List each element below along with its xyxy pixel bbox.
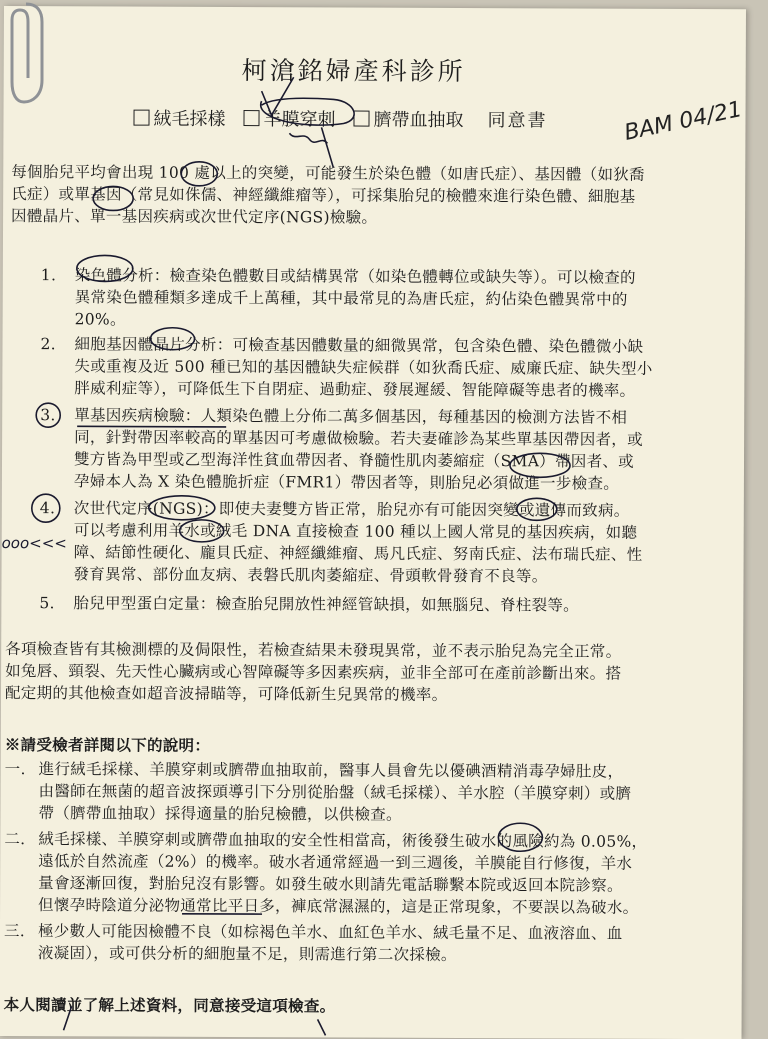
text-line: 胖威利症等），可降低生下自閉症、過動症、發展遲緩、智能障礙等患者的機率。 bbox=[74, 377, 652, 402]
item-4 bbox=[39, 497, 642, 588]
item-1 bbox=[41, 264, 636, 333]
item-3 bbox=[40, 404, 643, 495]
text-line: 液凝固），或可供分析的細胞量不足，則需進行第二次採檢。 bbox=[38, 942, 623, 967]
item-5 bbox=[39, 592, 579, 616]
option-cordocentesis[interactable] bbox=[353, 106, 463, 132]
notice-1 bbox=[4, 758, 631, 827]
notice-2 bbox=[4, 828, 647, 919]
scribble-mark bbox=[289, 133, 327, 143]
pen-stroke bbox=[318, 1019, 326, 1035]
text-line: 單基因疾病檢驗：人類染色體上分佈二萬多個基因，每種基因的檢測方法皆不相 bbox=[74, 404, 643, 428]
text-line: 由醫師在無菌的超音波探頭導引下分別從胎盤（絨毛採樣）、羊水腔（羊膜穿刺）或臍 bbox=[39, 780, 632, 805]
text-line: 但懷孕時陰道分泌物通常比平日多，褲底常濕濕的，這是正常現象，不要誤以為破水。 bbox=[38, 894, 647, 919]
text-line: 絨毛採樣、羊膜穿刺或臍帶血抽取的安全性相當高，術後發生破水的風險約為 0.05%， bbox=[38, 828, 647, 853]
option-label: 臍帶血抽取 bbox=[373, 106, 463, 132]
notice-number: 二. bbox=[4, 828, 25, 850]
notice-3 bbox=[4, 920, 623, 967]
text-line: 每個胎兒平均會出現 100 處以上的突變，可能發生於染色體（如唐氏症）、基因體（如狄喬 bbox=[11, 161, 645, 186]
checkbox[interactable] bbox=[353, 111, 369, 127]
item-number: 1. bbox=[41, 264, 56, 286]
text-line: 因體晶片、單一基因疾病或次世代定序(NGS)檢驗。 bbox=[11, 205, 645, 230]
item-number: 2. bbox=[40, 333, 55, 355]
consent-form-page bbox=[0, 6, 746, 1039]
item-number: 3. bbox=[40, 404, 55, 426]
text-line: 進行絨毛採樣、羊膜穿刺或臍帶血抽取前，醫事人員會先以優碘酒精消毒孕婦肚皮， bbox=[39, 758, 632, 783]
item-2 bbox=[40, 333, 652, 402]
text-line: 雙方皆為甲型或乙型海洋性貧血帶因者、脊髓性肌肉萎縮症（SMA）帶因者、或 bbox=[74, 448, 643, 472]
text-line: 氏症）或單基因（常見如侏儒、神經纖維瘤等），可採集胎兒的檢體來進行染色體、細胞基 bbox=[11, 183, 645, 208]
item-number: 4. bbox=[40, 497, 55, 519]
text-line: 各項檢查皆有其檢測標的及侷限性，若檢查結果未發現異常，並不表示胎兒為完全正常。 bbox=[5, 638, 621, 663]
text-line: 如兔唇、頸裂、先天性心臟病或心智障礙等多因素疾病，並非全部可在產前診斷出來。搭 bbox=[5, 660, 621, 685]
option-label: 羊膜穿刺 bbox=[263, 105, 335, 131]
item-number: 5. bbox=[39, 592, 54, 614]
text-line: 遠低於自然流產（2%）的機率。破水者通常經過一到三週後，羊膜能自行修復，羊水 bbox=[38, 850, 647, 875]
text-line: 發育異常、部份血友病、表磐氏肌肉萎縮症、骨頭軟骨發育不良等。 bbox=[73, 563, 642, 587]
text-line: 配定期的其他檢查如超音波掃瞄等，可降低新生兒異常的機率。 bbox=[5, 682, 621, 707]
text-line: 障、結節性硬化、龐貝氏症、神經纖維瘤、馬凡氏症、努南氏症、法布瑞氏症、性 bbox=[74, 541, 643, 565]
text-line: 失或重複及近 500 種已知的基因體缺失症候群（如狄喬氏症、威廉氏症、缺失型小 bbox=[74, 355, 652, 380]
intro-paragraph bbox=[11, 161, 645, 230]
text-line: 次世代定序(NGS)：即使夫妻雙方皆正常，胎兒亦有可能因突變或遺傳而致病。 bbox=[74, 497, 643, 521]
paperclip-icon bbox=[6, 0, 50, 110]
text-line: 帶（臍帶血抽取）採得適量的胎兒檢體，以供檢查。 bbox=[38, 802, 631, 827]
handwritten-margin-note: ooo<<< bbox=[2, 534, 67, 552]
checkbox[interactable] bbox=[133, 110, 149, 126]
notice-heading: ※請受檢者詳閱以下的說明： bbox=[5, 734, 211, 757]
text-line: 異常染色體種類多達成千上萬種，其中最常見的為唐氏症，約佔染色體異常中的 bbox=[75, 286, 636, 310]
checkbox[interactable] bbox=[243, 110, 259, 126]
notice-number: 三. bbox=[4, 920, 25, 942]
option-label: 絨毛採樣 bbox=[153, 105, 225, 131]
acknowledgement: 本人閱讀並了解上述資料，同意接受這項檢查。 bbox=[4, 994, 336, 1017]
notice-number: 一. bbox=[5, 758, 26, 780]
option-amniocentesis[interactable] bbox=[243, 105, 335, 131]
consent-options bbox=[133, 105, 547, 133]
text-line: 可以考慮利用羊水或絨毛 DNA 直接檢查 100 種以上國人常見的基因疾病，如聽 bbox=[74, 519, 643, 543]
text-line: 極少數人可能因檢體不良（如棕褐色羊水、血紅色羊水、絨毛量不足、血液溶血、血 bbox=[38, 920, 623, 945]
text-line: 染色體分析：檢查染色體數目或結構異常（如染色體轉位或缺失等）。可以檢查的 bbox=[75, 264, 636, 288]
text-line: 20%。 bbox=[75, 308, 636, 332]
limitation-paragraph bbox=[5, 638, 621, 707]
text-line: 胎兒甲型蛋白定量：檢查胎兒開放性神經管缺損，如無腦兒、脊柱裂等。 bbox=[73, 592, 579, 616]
text-line: 細胞基因體晶片分析：可檢查基因體數量的細微異常，包含染色體、染色體微小缺 bbox=[74, 333, 652, 358]
option-cvs[interactable] bbox=[133, 105, 225, 131]
text-line: 同，針對帶因率較高的單基因可考慮做檢驗。若夫妻確診為某些單基因帶因者，或 bbox=[74, 426, 643, 450]
consent-title: 同意書 bbox=[487, 106, 547, 132]
clinic-title: 柯滄銘婦產科診所 bbox=[4, 50, 704, 89]
handwritten-signature: BAM 04/21 bbox=[622, 97, 744, 146]
text-line: 孕婦本人為 X 染色體脆折症（FMR1）帶因者等，則胎兒必須做進一步檢查。 bbox=[74, 470, 643, 494]
text-line: 量會逐漸回復，對胎兒沒有影響。如發生破水則請先電話聯繫本院或返回本院診察。 bbox=[38, 872, 647, 897]
